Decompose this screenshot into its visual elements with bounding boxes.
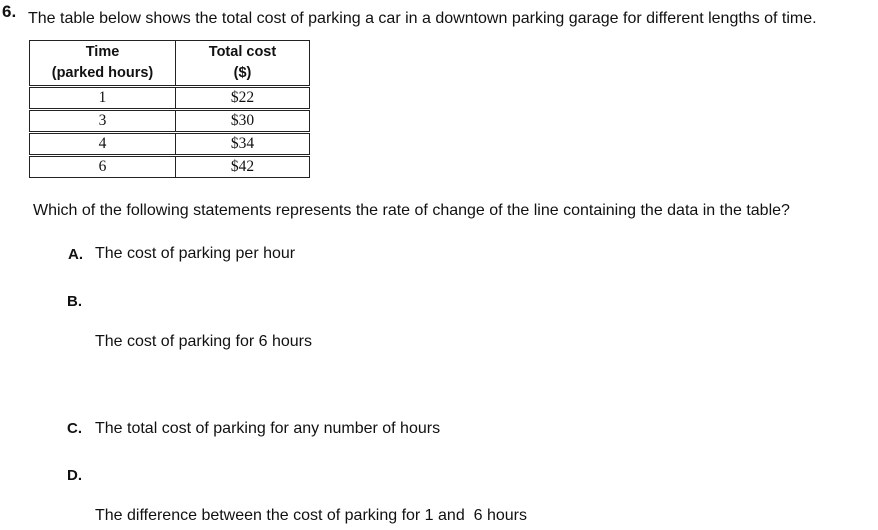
- parking-cost-table: [29, 40, 310, 178]
- option-a-letter: A.: [68, 246, 83, 263]
- option-a-text[interactable]: The cost of parking per hour: [95, 245, 296, 262]
- option-c-letter: C.: [67, 420, 82, 437]
- question-prompt: Which of the following statements represents the rate of change of the line containing the data in the table?: [33, 202, 790, 219]
- time-cell: 6: [30, 156, 176, 178]
- table-header-row: [30, 41, 310, 87]
- time-cell: 1: [30, 87, 176, 110]
- cost-cell: $30: [176, 110, 310, 133]
- time-cell: 3: [30, 110, 176, 133]
- option-d-text[interactable]: The difference between the cost of parking for 1 and 6 hours: [95, 507, 527, 524]
- cost-cell: $22: [176, 87, 310, 110]
- table-row: [30, 156, 310, 178]
- cost-cell: $34: [176, 133, 310, 156]
- time-column-header: [30, 41, 176, 87]
- table-row: [30, 87, 310, 110]
- table-row: [30, 133, 310, 156]
- cost-column-header: [176, 41, 310, 87]
- option-c-text[interactable]: The total cost of parking for any number of hours: [95, 420, 441, 437]
- question-number: 6.: [2, 2, 17, 21]
- cost-cell: $42: [176, 156, 310, 178]
- option-b-letter: B.: [67, 293, 82, 310]
- option-b-text[interactable]: The cost of parking for 6 hours: [95, 333, 312, 350]
- question-stem: The table below shows the total cost of parking a car in a downtown parking garage for different lengths of time.: [28, 10, 817, 27]
- header-line: (parked hours): [51, 65, 154, 81]
- header-line: Time: [85, 44, 120, 60]
- table-row: [30, 110, 310, 133]
- option-d-letter: D.: [67, 467, 82, 484]
- header-line: ($): [233, 65, 252, 81]
- time-cell: 4: [30, 133, 176, 156]
- header-line: Total cost: [208, 44, 277, 60]
